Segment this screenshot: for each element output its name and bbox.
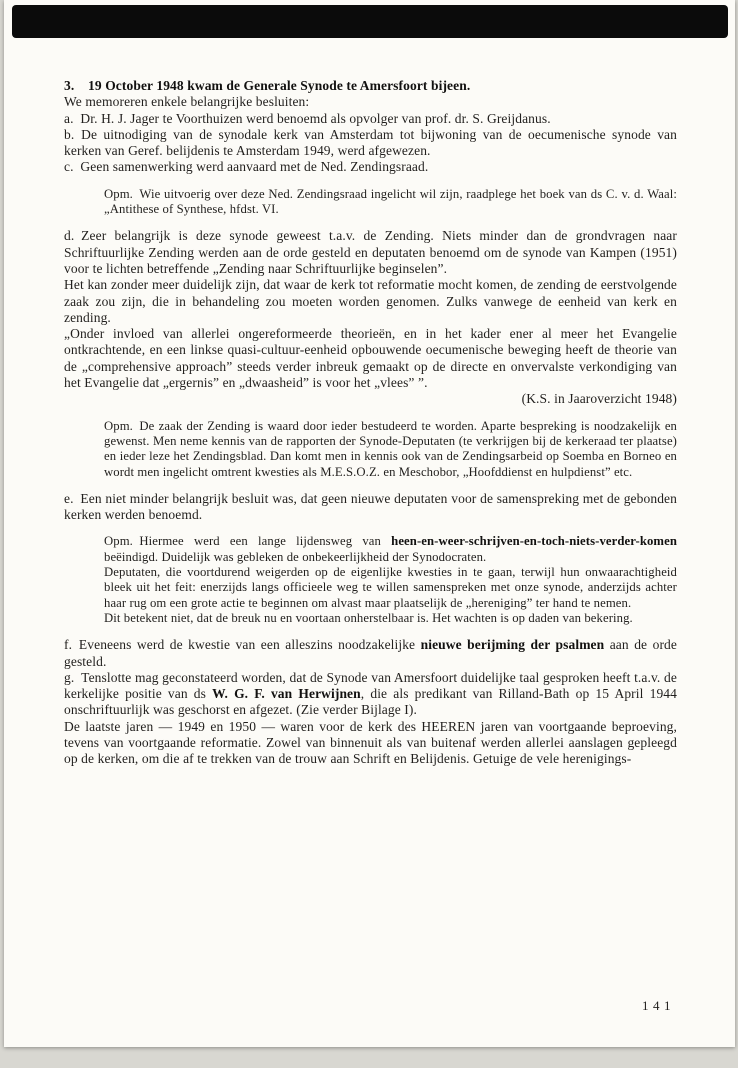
paragraph: We memoreren enkele belangrijke besluiten:: [64, 94, 310, 110]
note-paragraph: Opm. Wie uitvoerig over deze Ned. Zendingsraad ingelicht wil zijn, raadplege het boek van ds C. v. d. Waal: „Antithese of Synthese, hfdst. VI.: [104, 186, 677, 217]
paragraph: g. Tenslotte mag geconstateerd worden, dat de Synode van Amersfoort duidelijke taal gesproken heeft t.a.v. de kerkelijke positie van ds W. G. F. van Herwijnen, die als predikant van Rilland-Bath op 15 April 1944 onschriftuurlijk was geschorst en afgezet. (Zie verder Bijlage I).: [64, 669, 677, 718]
section-heading: 3. 19 October 1948 kwam de Generale Synode te Amersfoort bijeen.: [64, 78, 471, 93]
paragraph: De laatste jaren — 1949 en 1950 — waren voor de kerk des HEEREN jaren van voortgaande beproeving, tevens van voortgaande reformatie. Zowel van binnenuit als van buitenaf werden allerlei aanslagen gepleegd op de kerken, om die af te trekken van de trouw aan Schrift en Belijdenis. Getuige de vele herenigings-: [64, 718, 677, 767]
paragraph: Het kan zonder meer duidelijk zijn, dat waar de kerk tot reformatie mocht komen, de zending de eerstvolgende zaak zou zijn, die in behandeling zou moeten worden genomen. Zulks vanwege de eenheid van kerk en zending.: [64, 277, 677, 325]
page-number: 141: [642, 998, 675, 1013]
note-paragraph: Deputaten, die voortdurend weigerden op de eigenlijke kwesties in te gaan, terwijl hun onwaarachtigheid bleek uit het feit: enerzijds langs officieele weg te willen samenspreken met onze synode, anderzijds achter haar rug om een grote actie te beginnen om alvast maar plaatselijk de „hereniging” ter hand te nemen.: [104, 565, 677, 610]
paragraph: f. Eveneens werd de kwestie van een alleszins noodzakelijke nieuwe berijming der psalmen aan de orde gesteld.: [64, 637, 677, 669]
book-page: [4, 0, 735, 1047]
scan-top-band: [12, 5, 728, 38]
page-body: [64, 78, 677, 768]
paragraph: c. Geen samenwerking werd aanvaard met de Ned. Zendingsraad.: [64, 159, 429, 175]
paragraph: „Onder invloed van allerlei ongereformeerde theorieën, en in het kader ener al meer het Evangelie ontkrachtende, en een linkse quasi-cultuur-eenheid opbouwende oecumenische beweging heeft de theorie van de „comprehensive approach” steeds verder inbreuk gemaakt op de directe en onvervalste verkondiging van het Evangelie dat „ergernis” en „dwaasheid” is voor het „vlees” ”.: [64, 326, 677, 391]
paragraph: e. Een niet minder belangrijk besluit was, dat geen nieuwe deputaten voor de samenspreking met de gebonden kerken werden benoemd.: [64, 490, 677, 523]
paragraph: b. De uitnodiging van de synodale kerk van Amsterdam tot bijwoning van de oecumenische synode van kerken van Geref. belijdenis te Amsterdam 1949, werd afgewezen.: [64, 126, 677, 159]
note-paragraph: Opm. De zaak der Zending is waard door ieder bestudeerd te worden. Aparte bespreking is noodzakelijk en gewenst. Men neme kennis van de rapporten der Synode-Deputaten (te verkrijgen bij de kerkeraad ter plaatse) en ieder leze het Zendingsblad. Dan komt men in kennis ook van de Zendingsarbeid op Soemba en Borneo en wordt men ingelicht omtrent kwesties als M.E.S.O.Z. en Meschobor, „Hoofddienst en hulpdienst” etc.: [104, 418, 677, 479]
paragraph: d. Zeer belangrijk is deze synode geweest t.a.v. de Zending. Niets minder dan de grondvragen naar Schriftuurlijke Zending werden aan de orde gesteld en deputaten benoemd om de synode van Kampen (1951) voor te lichten betreffende „Zending naar Schriftuurlijke beginselen”.: [64, 228, 677, 276]
attribution-line: (K.S. in Jaaroverzicht 1948): [521, 391, 677, 407]
paragraph: a. Dr. H. J. Jager te Voorthuizen werd benoemd als opvolger van prof. dr. S. Greijdanus.: [64, 110, 551, 126]
note-paragraph: Opm. Hiermee werd een lange lijdensweg van heen-en-weer-schrijven-en-toch-niets-verder-komen beëindigd. Duidelijk was gebleken de onbekeerlijkheid der Synodocraten.: [104, 534, 677, 564]
note-paragraph: Dit betekent niet, dat de breuk nu en voortaan onherstelbaar is. Het wachten is op daden van bekering.: [104, 610, 633, 625]
